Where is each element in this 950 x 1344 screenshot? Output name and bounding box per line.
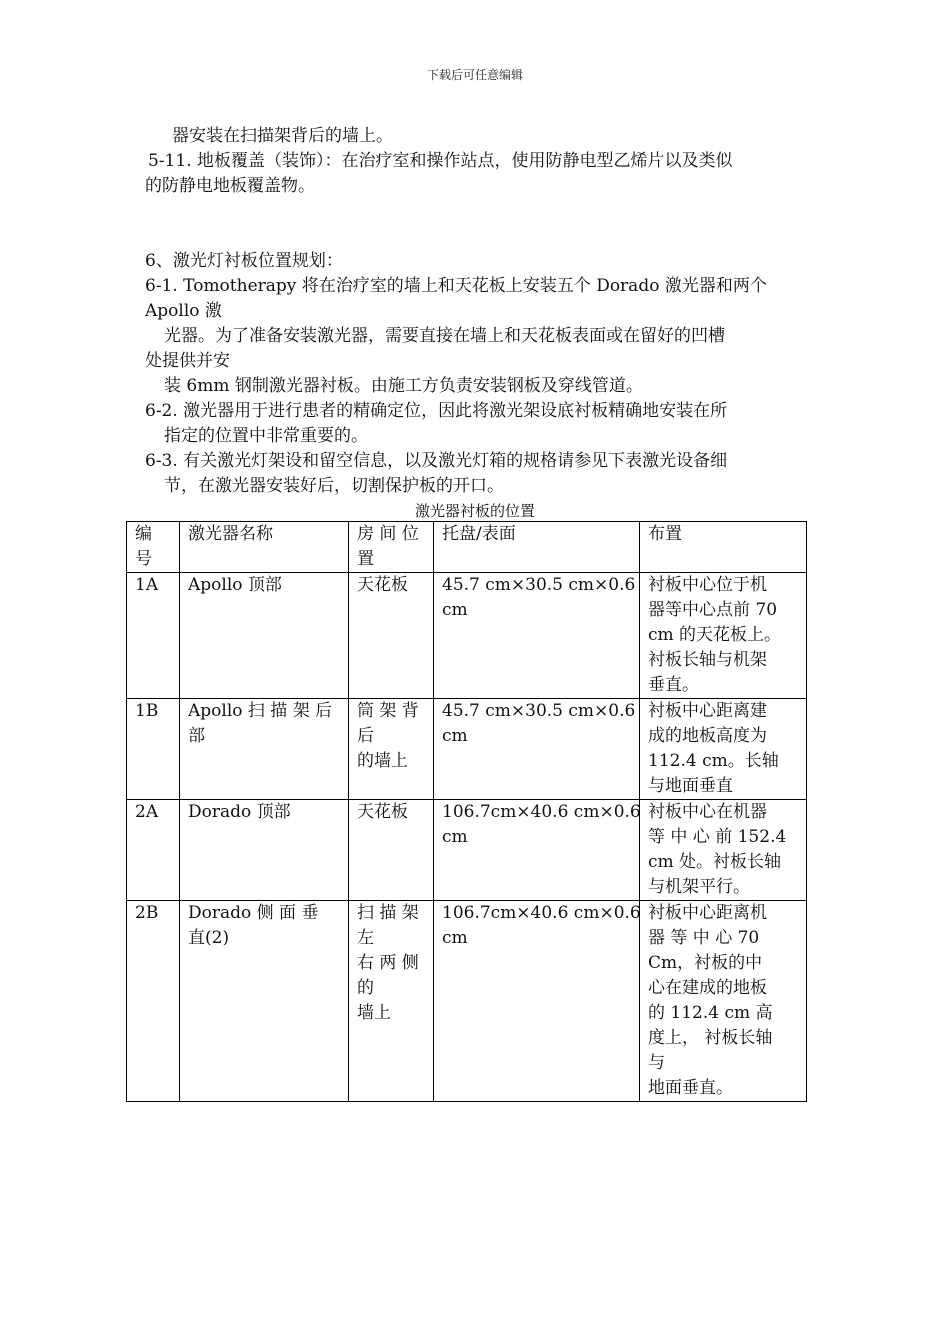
cell-location: 天花板 (349, 800, 434, 901)
table-row (127, 800, 807, 901)
cell-name: Apollo 顶部 (180, 573, 349, 699)
cell-id: 2B (127, 901, 180, 1102)
cell-size: 106.7cm×40.6 cm×0.6 cm (434, 800, 640, 901)
header-cell-size: 托盘/表面 (434, 522, 640, 573)
laser-plate-table (126, 521, 807, 1102)
header-cell-name: 激光器名称 (180, 522, 349, 573)
paragraph-line: 5-11. 地板覆盖（装饰）：在治疗室和操作站点，使用防静电型乙烯片以及类似 (148, 151, 733, 171)
table-row (127, 573, 807, 699)
paragraph-line: 光器。为了准备安装激光器，需要直接在墙上和天花板表面或在留好的凹槽 (164, 326, 725, 346)
table-header-row (127, 522, 807, 573)
header-cell-placement: 布置 (640, 522, 807, 573)
cell-name: Dorado 顶部 (180, 800, 349, 901)
paragraph-line: 装 6mm 钢制激光器衬板。由施工方负责安装钢板及穿线管道。 (164, 376, 643, 396)
cell-size: 106.7cm×40.6 cm×0.6 cm (434, 901, 640, 1102)
cell-location: 扫 描 架 左 右 两 侧 的 墙上 (349, 901, 434, 1102)
table-row (127, 699, 807, 800)
cell-size: 45.7 cm×30.5 cm×0.6 cm (434, 573, 640, 699)
cell-placement: 衬板中心位于机 器等中心点前 70 cm 的天花板上。 衬板长轴与机架 垂直。 (640, 573, 807, 699)
paragraph-line: 6-2. 激光器用于进行患者的精确定位，因此将激光架设底衬板精确地安装在所 (145, 401, 728, 421)
cell-location: 筒 架 背 后 的墙上 (349, 699, 434, 800)
cell-id: 1B (127, 699, 180, 800)
cell-size: 45.7 cm×30.5 cm×0.6 cm (434, 699, 640, 800)
paragraph-line: 节，在激光器安装好后，切割保护板的开口。 (164, 476, 504, 496)
paragraph-line: 指定的位置中非常重要的。 (164, 426, 368, 446)
paragraph-line: 6-1. Tomotherapy 将在治疗室的墙上和天花板上安装五个 Dorado 激光器和两个 (145, 276, 767, 296)
cell-placement: 衬板中心在机器 等 中 心 前 152.4 cm 处。衬板长轴 与机架平行。 (640, 800, 807, 901)
cell-name: Dorado 侧 面 垂 直(2) (180, 901, 349, 1102)
cell-placement: 衬板中心距离机 器 等 中 心 70 Cm，衬板的中 心在建成的地板 的 112.4 cm 高 度上， 衬板长轴 与 地面垂直。 (640, 901, 807, 1102)
cell-id: 2A (127, 800, 180, 901)
table-row (127, 901, 807, 1102)
header-cell-id: 编 号 (127, 522, 180, 573)
header-cell-location: 房 间 位 置 (349, 522, 434, 573)
page-header: 下载后可任意编辑 (426, 68, 523, 82)
paragraph-line: 的防静电地板覆盖物。 (145, 176, 315, 196)
paragraph-line: Apollo 激 (145, 301, 222, 321)
paragraph-line: 6-3. 有关激光灯架设和留空信息，以及激光灯箱的规格请参见下表激光设备细 (145, 451, 728, 471)
cell-placement: 衬板中心距离建 成的地板高度为 112.4 cm。长轴 与地面垂直 (640, 699, 807, 800)
cell-location: 天花板 (349, 573, 434, 699)
section-heading: 6、激光灯衬板位置规划： (145, 251, 343, 271)
table-caption: 激光器衬板的位置 (414, 502, 535, 520)
paragraph-line: 器安装在扫描架背后的墙上。 (172, 126, 393, 146)
paragraph-line: 处提供并安 (145, 351, 230, 371)
cell-id: 1A (127, 573, 180, 699)
cell-name: Apollo 扫 描 架 后 部 (180, 699, 349, 800)
